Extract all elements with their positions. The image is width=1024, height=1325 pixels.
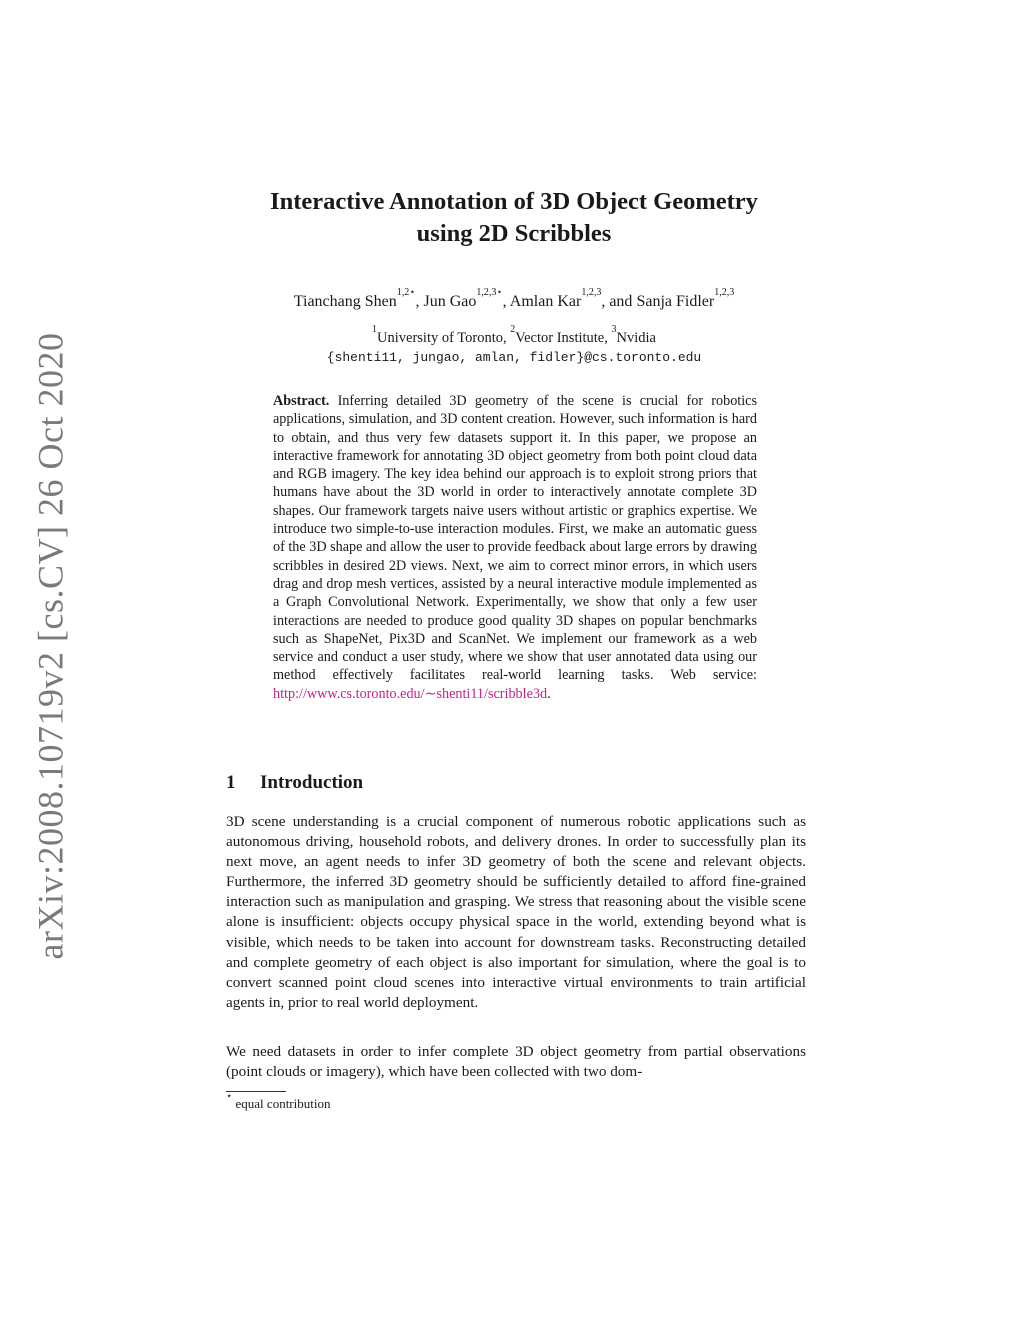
author-separator: , and xyxy=(601,293,637,310)
affiliation-list xyxy=(200,324,828,348)
author-list xyxy=(200,287,828,313)
web-service-link[interactable]: http://www.cs.toronto.edu/∼shenti11/scribble3d xyxy=(273,685,548,702)
author-separator: , xyxy=(502,293,510,310)
abstract-end: . xyxy=(547,685,551,702)
author-name: Jun Gao xyxy=(423,293,477,310)
affiliation-name: Nvidia xyxy=(616,330,656,346)
author-name: Tianchang Shen xyxy=(293,293,397,310)
affiliation-number: 3 xyxy=(611,324,617,335)
affiliation-number: 2 xyxy=(510,324,516,335)
intro-paragraph-2: We need datasets in order to infer complete 3D object geometry from partial observations (point clouds or imagery), which have been collected with two dom- xyxy=(226,1043,806,1081)
footnote-mark: ⋆ xyxy=(226,1091,233,1102)
arxiv-identifier-text: arXiv:2008.10719v2 [cs.CV] 26 Oct 2020 xyxy=(30,332,71,960)
affiliation-name: Vector Institute xyxy=(515,330,605,346)
section-heading-introduction xyxy=(226,771,806,795)
abstract-text: Inferring detailed 3D geometry of the scene is crucial for robotics applications, simulation, and 3D content creation. However, such information is hard to obtain, and thus very few datasets support it. In this paper, we propose an interactive framework for annotating 3D object geometry from both point cloud data and RGB imagery. The key idea behind our approach is to exploit strong priors that humans have about the 3D world in order to interactively annotate complete 3D shapes. Our framework targets naive users without artistic or graphics expertise. We introduce two simple-to-use interaction modules. First, we make an automatic guess of the 3D shape and allow the user to provide feedback about large errors by drawing scribbles in desired 2D views. Next, we aim to correct minor errors, in which users drag and drop mesh vertices, assisted by a neural interactive module implemented as a Graph Convolutional Network. Experimentally, we show that only a few user interactions are needed to produce good quality 3D shapes on popular benchmarks such as ShapeNet, Pix3D and ScanNet. We implement our framework as a web service and conduct a user study, where we show that user annotated data using our method effectively facilitates real-world learning tasks. Web service: xyxy=(273,393,757,684)
section-number: 1 xyxy=(226,772,236,793)
author-emails: {shenti11, jungao, amlan, fidler}@cs.toronto.edu xyxy=(326,350,702,365)
abstract-label: Abstract. xyxy=(273,393,330,409)
arxiv-identifier xyxy=(28,332,72,960)
footnote xyxy=(226,1091,806,1113)
section-title: Introduction xyxy=(260,772,364,793)
title-line-1: Interactive Annotation of 3D Object Geometry xyxy=(270,188,758,215)
affiliation-number: 1 xyxy=(372,324,378,335)
author-affiliation-mark: 1,2,3 xyxy=(714,287,735,298)
author-affiliation-mark: 1,2,3⋆ xyxy=(476,287,503,298)
intro-paragraph-1: 3D scene understanding is a crucial component of numerous robotic applications such as autonomous driving, household robots, and delivery drones. In order to successfully plan its next move, an agent needs to infer 3D geometry of both the scene and relevant objects. Furthermore, the inferred 3D geometry should be sufficiently detailed to afford fine-grained interaction such as manipulation and grasping. We stress that reasoning about the visible scene alone is insufficient: objects occupy physical space in the world, extending beyond what is visible, which needs to be taken into account for downstream tasks. Reconstructing detailed and complete geometry of each object is also important for simulation, where the goal is to convert scanned point cloud scenes into interactive virtual environments to train artificial agents in, prior to real world deployment. xyxy=(226,813,806,1011)
author-separator: , xyxy=(415,293,424,310)
paper-title xyxy=(200,186,828,250)
abstract xyxy=(273,392,757,703)
author-affiliation-mark: 1,2,3 xyxy=(581,287,602,298)
footnote-divider xyxy=(226,1091,286,1092)
title-line-2: using 2D Scribbles xyxy=(416,220,612,247)
affiliation-name: University of Toronto xyxy=(377,330,503,346)
author-name: Sanja Fidler xyxy=(636,293,715,310)
affiliation-separator: , xyxy=(604,330,612,346)
affiliation-separator: , xyxy=(503,330,511,346)
footnote-text: equal contribution xyxy=(232,1096,331,1111)
author-name: Amlan Kar xyxy=(509,293,582,310)
author-affiliation-mark: 1,2⋆ xyxy=(396,287,416,298)
